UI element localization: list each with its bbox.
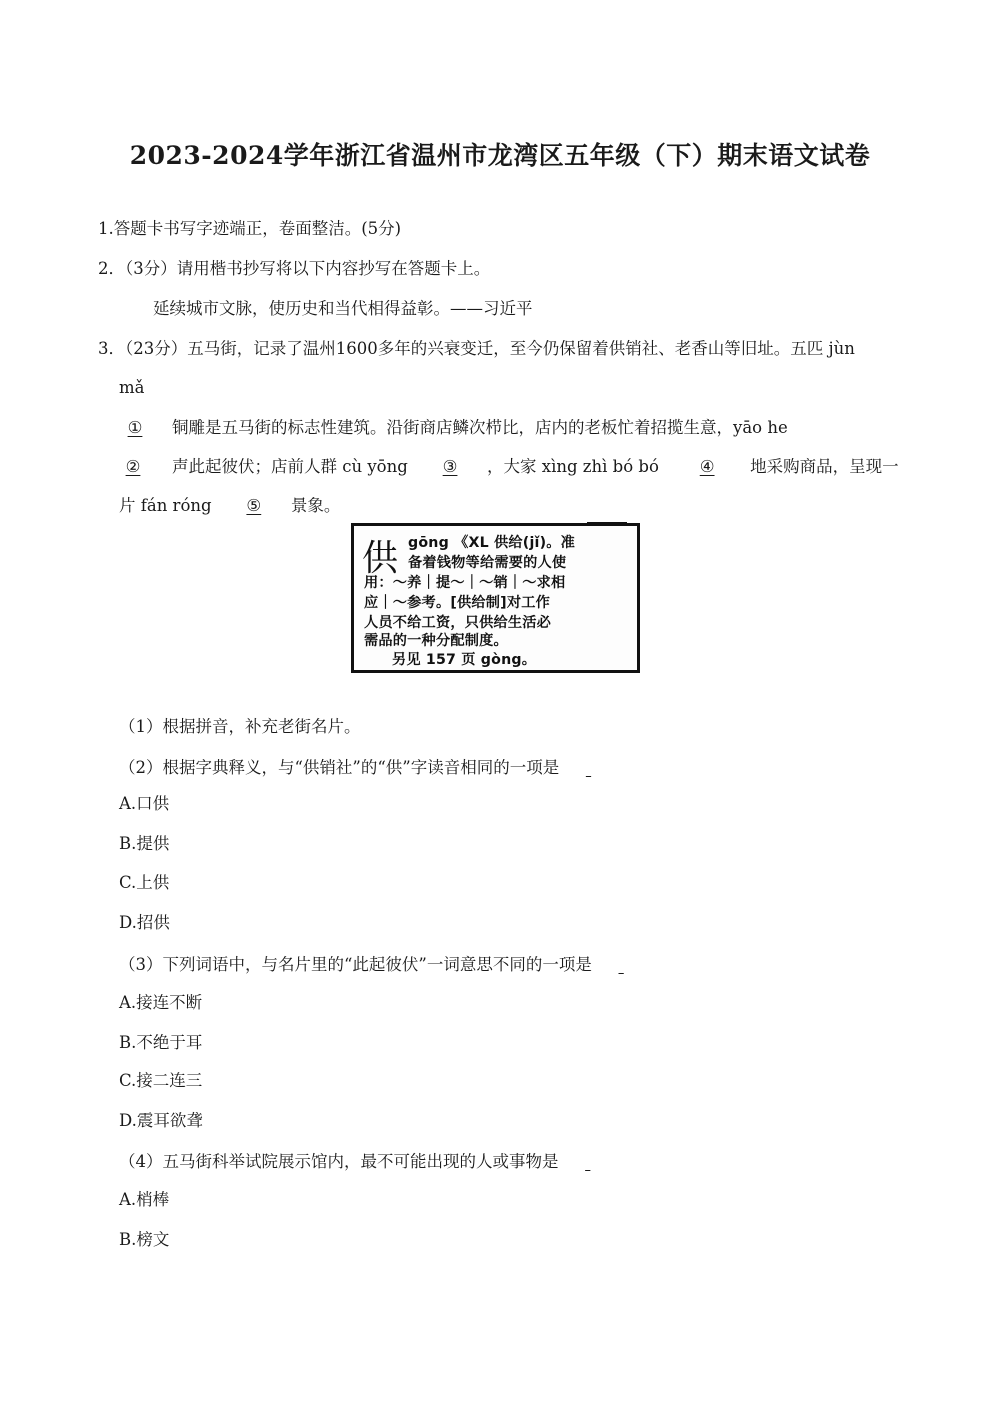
option-4b: B.榜文 [119,1230,170,1249]
answer-blank-sub4[interactable] [564,1151,612,1173]
sub-question-4 [119,1151,612,1173]
dictionary-line: gōng 《XL 供给(jǐ)。准 [408,535,576,551]
question-3-line-4-text-c: 地采购商品，呈现一 [750,457,899,476]
answer-blank-1[interactable]: ① [127,418,143,437]
dictionary-line: 另见 157 页 gòng。 [392,652,537,668]
sub-question-4-text: （4）五马街科举试院展示馆内，最不可能出现的人或事物是 [119,1152,559,1171]
dictionary-line: 人员不给工资，只供给生活必 [364,615,552,631]
option-2c: C.上供 [119,873,170,892]
option-2d: D.招供 [119,913,170,932]
dictionary-headword: 供 [362,538,399,579]
sub-question-1: （1）根据拼音，补充老街名片。 [119,717,361,736]
question-2-quote: 延续城市文脉，使历史和当代相得益彰。——习近平 [153,299,533,318]
option-2a: A.口供 [119,794,170,813]
question-3-line-5-text-a: 片 fán róng [119,496,217,515]
question-3-line-3-text: 铜雕是五马街的标志性建筑。沿街商店鳞次栉比，店内的老板忙着招揽生意，yāo he [172,418,788,437]
option-3a: A.接连不断 [119,993,203,1012]
page-title: 2023-2024学年浙江省温州市龙湾区五年级（下）期末语文试卷 [129,141,871,170]
answer-blank-2[interactable]: ② [125,457,141,476]
question-2-stem: 2．（3分）请用楷书抄写将以下内容抄写在答题卡上。 [98,259,491,278]
dictionary-line: 备着钱物等给需要的人使 [408,555,567,571]
question-3-line-2: mǎ [119,378,145,397]
option-2b: B.提供 [119,834,170,853]
sub-question-2-text: （2）根据字典释义，与“供销社”的“供”字读音相同的一项是 [119,758,560,777]
answer-blank-sub2[interactable] [565,757,613,779]
option-3b: B.不绝于耳 [119,1033,203,1052]
answer-blank-4[interactable]: ④ [699,457,715,476]
sub-question-3 [119,954,645,976]
dictionary-line: 用：～养｜提～｜～销｜～求相 [364,575,566,591]
question-3-line-4-text-a: 声此起彼伏；店前人群 cù yōng [172,457,414,476]
dictionary-entry-image [351,523,640,673]
option-4a: A.梢棒 [119,1190,170,1209]
question-3-line-5-text-b: 景象。 [290,496,341,515]
answer-blank-3[interactable]: ③ [442,457,458,476]
question-3-line-4-text-b: ，大家 xìng zhì bó bó [487,457,665,476]
answer-blank-sub3[interactable] [597,954,645,976]
question-1: 1.答题卡书写字迹端正，卷面整洁。(5分) [98,219,402,238]
sub-question-2 [119,757,613,779]
question-3-line-4 [94,456,899,478]
dictionary-edge-mark [587,522,627,525]
answer-blank-5[interactable]: ⑤ [246,496,262,515]
sub-question-3-text: （3）下列词语中，与名片里的“此起彼伏”一词意思不同的一项是 [119,955,592,974]
question-3-line-1: 3．（23分）五马街，记录了温州1600多年的兴衰变迁，至今仍保留着供销社、老香山等旧址。五匹 jùn [98,339,855,358]
question-3-line-5 [119,495,340,517]
dictionary-line: 应｜～参考。[供给制]对工作 [364,595,551,611]
option-3c: C.接二连三 [119,1071,203,1090]
option-3d: D.震耳欲聋 [119,1111,203,1130]
dictionary-line: 需品的一种分配制度。 [364,633,508,649]
question-3-line-3 [98,417,788,439]
